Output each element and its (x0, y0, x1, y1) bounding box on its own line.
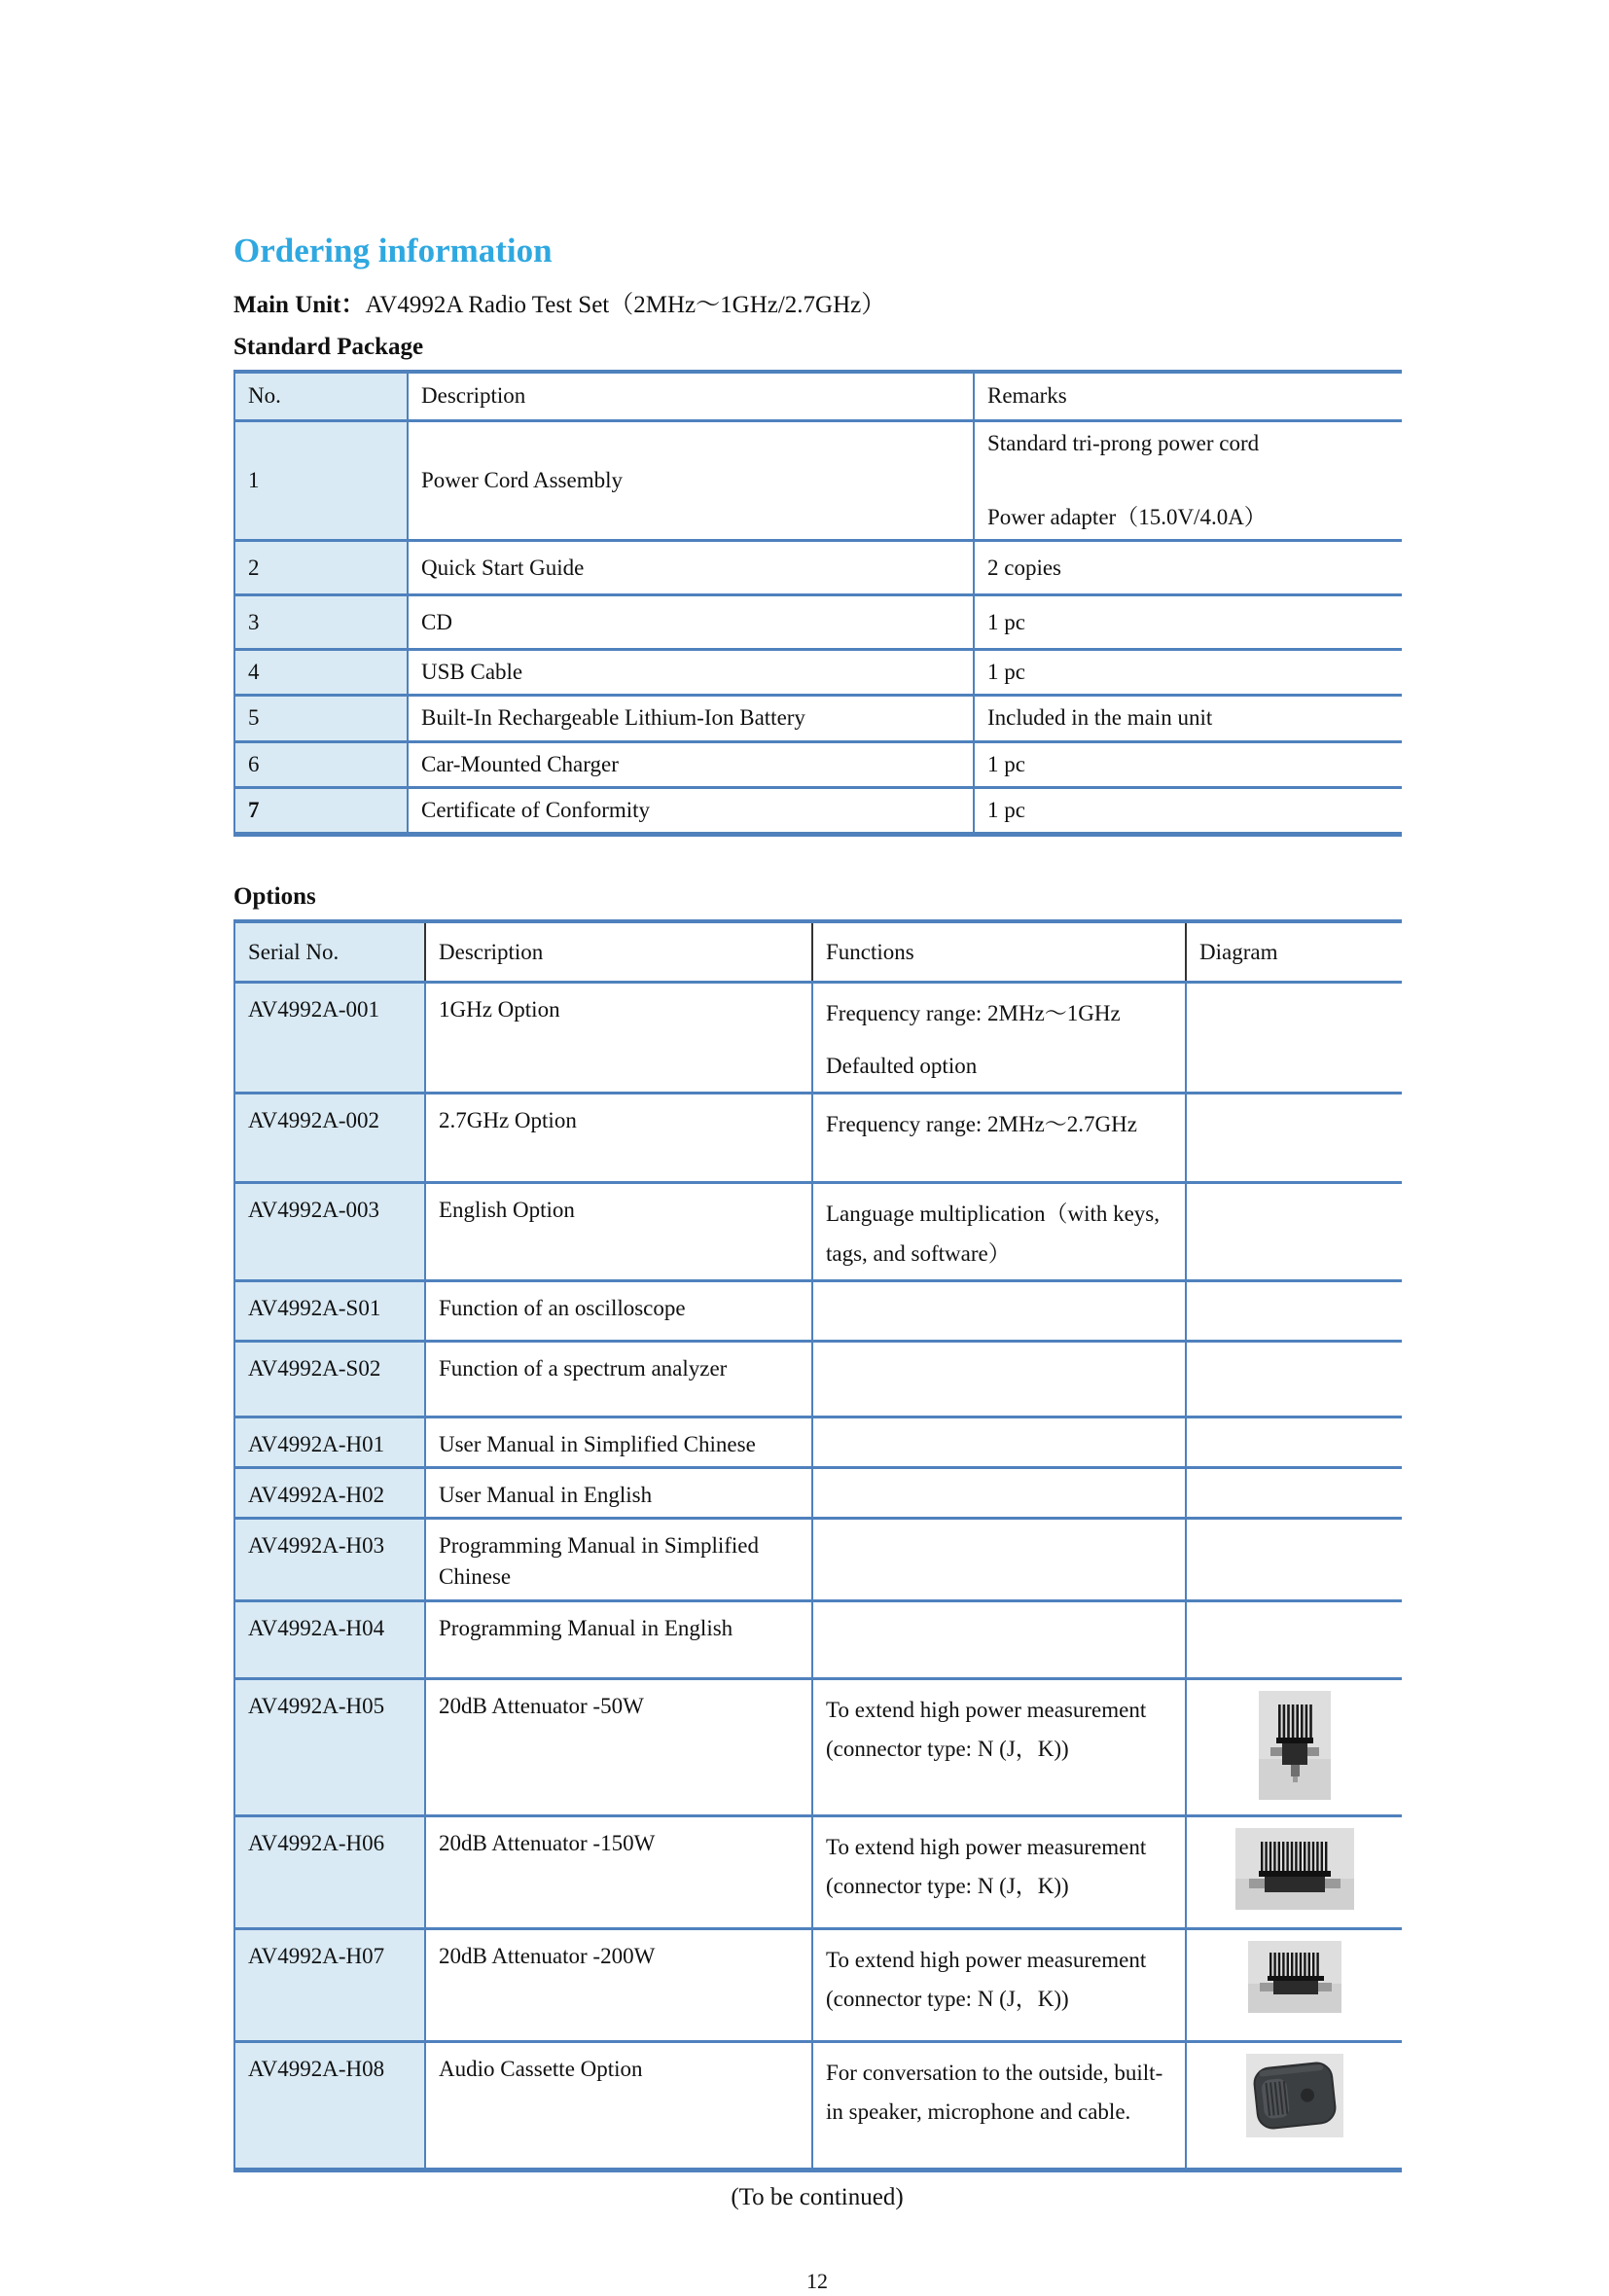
table-row (234, 1341, 1402, 1417)
diagram-cell (1186, 1341, 1402, 1417)
description-cell: Power Cord Assembly (408, 420, 974, 540)
description-cell: Function of an oscilloscope (425, 1280, 812, 1341)
description-cell: 20dB Attenuator -150W (425, 1815, 812, 1928)
functions-cell: To extend high power measurement (connector type: N (J，K)) (812, 1678, 1186, 1815)
column-header-serial: Serial No. (234, 921, 425, 982)
column-header-diagram: Diagram (1186, 921, 1402, 982)
table-row (234, 982, 1402, 1094)
page-number: 12 (806, 2269, 828, 2294)
description-cell: USB Cable (408, 650, 974, 696)
audio-cassette-photo (1246, 2054, 1343, 2137)
column-header-no: No. (234, 372, 408, 420)
functions-cell: Frequency range: 2MHz～1GHz Defaulted option (812, 982, 1186, 1094)
functions-cell: To extend high power measurement (connector type: N (J，K)) (812, 1815, 1186, 1928)
functions-cell: Language multiplication（with keys, tags, and software） (812, 1183, 1186, 1281)
table-row (234, 1417, 1402, 1467)
diagram-cell (1186, 1815, 1402, 1928)
table-row (234, 1815, 1402, 1928)
functions-cell (812, 1341, 1186, 1417)
description-cell: Quick Start Guide (408, 541, 974, 595)
table-row (234, 420, 1402, 540)
table-row (234, 787, 1402, 834)
attenuator-200w-photo (1248, 1941, 1341, 2013)
table-row (234, 1519, 1402, 1600)
options-rows (234, 982, 1402, 2170)
attenuator-150w-photo (1235, 1828, 1354, 1910)
table-row (234, 1928, 1402, 2041)
description-cell: 1GHz Option (425, 982, 812, 1094)
main-unit-value: AV4992A Radio Test Set（2MHz～1GHz/2.7GHz） (365, 292, 886, 319)
functions-cell (812, 1468, 1186, 1519)
serial-cell: AV4992A-S01 (234, 1280, 425, 1341)
options-table (233, 919, 1402, 2171)
description-cell: User Manual in English (425, 1468, 812, 1519)
serial-cell: AV4992A-H04 (234, 1600, 425, 1678)
table-row (234, 1280, 1402, 1341)
remarks-cell: Standard tri-prong power cord Power adapter（15.0V/4.0A） (974, 420, 1402, 540)
no-cell: 5 (234, 696, 408, 741)
serial-cell: AV4992A-003 (234, 1183, 425, 1281)
functions-cell: To extend high power measurement (connector type: N (J，K)) (812, 1928, 1186, 2041)
description-cell: Programming Manual in English (425, 1600, 812, 1678)
table-row (234, 650, 1402, 696)
serial-cell: AV4992A-002 (234, 1094, 425, 1183)
column-header-functions: Functions (812, 921, 1186, 982)
diagram-cell (1186, 1678, 1402, 1815)
serial-cell: AV4992A-H06 (234, 1815, 425, 1928)
table-row (234, 1183, 1402, 1281)
to-be-continued-note: (To be continued) (731, 2183, 904, 2210)
functions-cell: For conversation to the outside, built-in speaker, microphone and cable. (812, 2041, 1186, 2170)
column-header-description: Description (408, 372, 974, 420)
options-title: Options (233, 882, 316, 910)
no-cell: 2 (234, 541, 408, 595)
remarks-cell: 2 copies (974, 541, 1402, 595)
table-row (234, 741, 1402, 787)
diagram-cell (1186, 1519, 1402, 1600)
diagram-cell (1186, 1183, 1402, 1281)
page-content (233, 0, 1401, 2296)
functions-cell (812, 1280, 1186, 1341)
table-row (234, 2041, 1402, 2170)
main-unit-label: Main Unit： (233, 292, 366, 319)
table-row (234, 1600, 1402, 1678)
attenuator-50w-photo (1259, 1691, 1331, 1800)
column-header-remarks: Remarks (974, 372, 1402, 420)
column-header-description: Description (425, 921, 812, 982)
functions-cell: Frequency range: 2MHz～2.7GHz (812, 1094, 1186, 1183)
description-cell: Certificate of Conformity (408, 787, 974, 834)
remarks-cell: 1 pc (974, 650, 1402, 696)
description-cell: Car-Mounted Charger (408, 741, 974, 787)
diagram-cell (1186, 1094, 1402, 1183)
description-cell: 20dB Attenuator -50W (425, 1678, 812, 1815)
no-cell: 7 (234, 787, 408, 834)
remarks-cell: Included in the main unit (974, 696, 1402, 741)
diagram-cell (1186, 2041, 1402, 2170)
remarks-cell: 1 pc (974, 741, 1402, 787)
serial-cell: AV4992A-H02 (234, 1468, 425, 1519)
functions-cell (812, 1519, 1186, 1600)
serial-cell: AV4992A-H07 (234, 1928, 425, 2041)
description-cell: English Option (425, 1183, 812, 1281)
table-row (234, 541, 1402, 595)
serial-cell: AV4992A-S02 (234, 1341, 425, 1417)
no-cell: 6 (234, 741, 408, 787)
diagram-cell (1186, 1600, 1402, 1678)
serial-cell: AV4992A-H03 (234, 1519, 425, 1600)
table-row (234, 1678, 1402, 1815)
main-unit-line (233, 290, 1401, 322)
standard-package-rows (234, 420, 1402, 834)
description-cell: CD (408, 595, 974, 650)
diagram-cell (1186, 1928, 1402, 2041)
page-title: Ordering information (233, 232, 553, 269)
description-cell: User Manual in Simplified Chinese (425, 1417, 812, 1467)
serial-cell: AV4992A-001 (234, 982, 425, 1094)
description-cell: Audio Cassette Option (425, 2041, 812, 2170)
diagram-cell (1186, 1417, 1402, 1467)
table-row (234, 1094, 1402, 1183)
header-row (234, 372, 1402, 420)
description-cell: Built-In Rechargeable Lithium-Ion Battery (408, 696, 974, 741)
table-row (234, 1468, 1402, 1519)
no-cell: 4 (234, 650, 408, 696)
description-cell: Function of a spectrum analyzer (425, 1341, 812, 1417)
serial-cell: AV4992A-H08 (234, 2041, 425, 2170)
table-row (234, 595, 1402, 650)
remarks-cell: 1 pc (974, 787, 1402, 834)
no-cell: 1 (234, 420, 408, 540)
description-cell: Programming Manual in Simplified Chinese (425, 1519, 812, 1600)
standard-package-table (233, 370, 1402, 837)
table-row (234, 696, 1402, 741)
diagram-cell (1186, 982, 1402, 1094)
diagram-cell (1186, 1468, 1402, 1519)
functions-cell (812, 1417, 1186, 1467)
header-row (234, 921, 1402, 982)
standard-package-title: Standard Package (233, 333, 424, 360)
diagram-cell (1186, 1280, 1402, 1341)
description-cell: 2.7GHz Option (425, 1094, 812, 1183)
remarks-cell: 1 pc (974, 595, 1402, 650)
serial-cell: AV4992A-H01 (234, 1417, 425, 1467)
no-cell: 3 (234, 595, 408, 650)
description-cell: 20dB Attenuator -200W (425, 1928, 812, 2041)
functions-cell (812, 1600, 1186, 1678)
serial-cell: AV4992A-H05 (234, 1678, 425, 1815)
